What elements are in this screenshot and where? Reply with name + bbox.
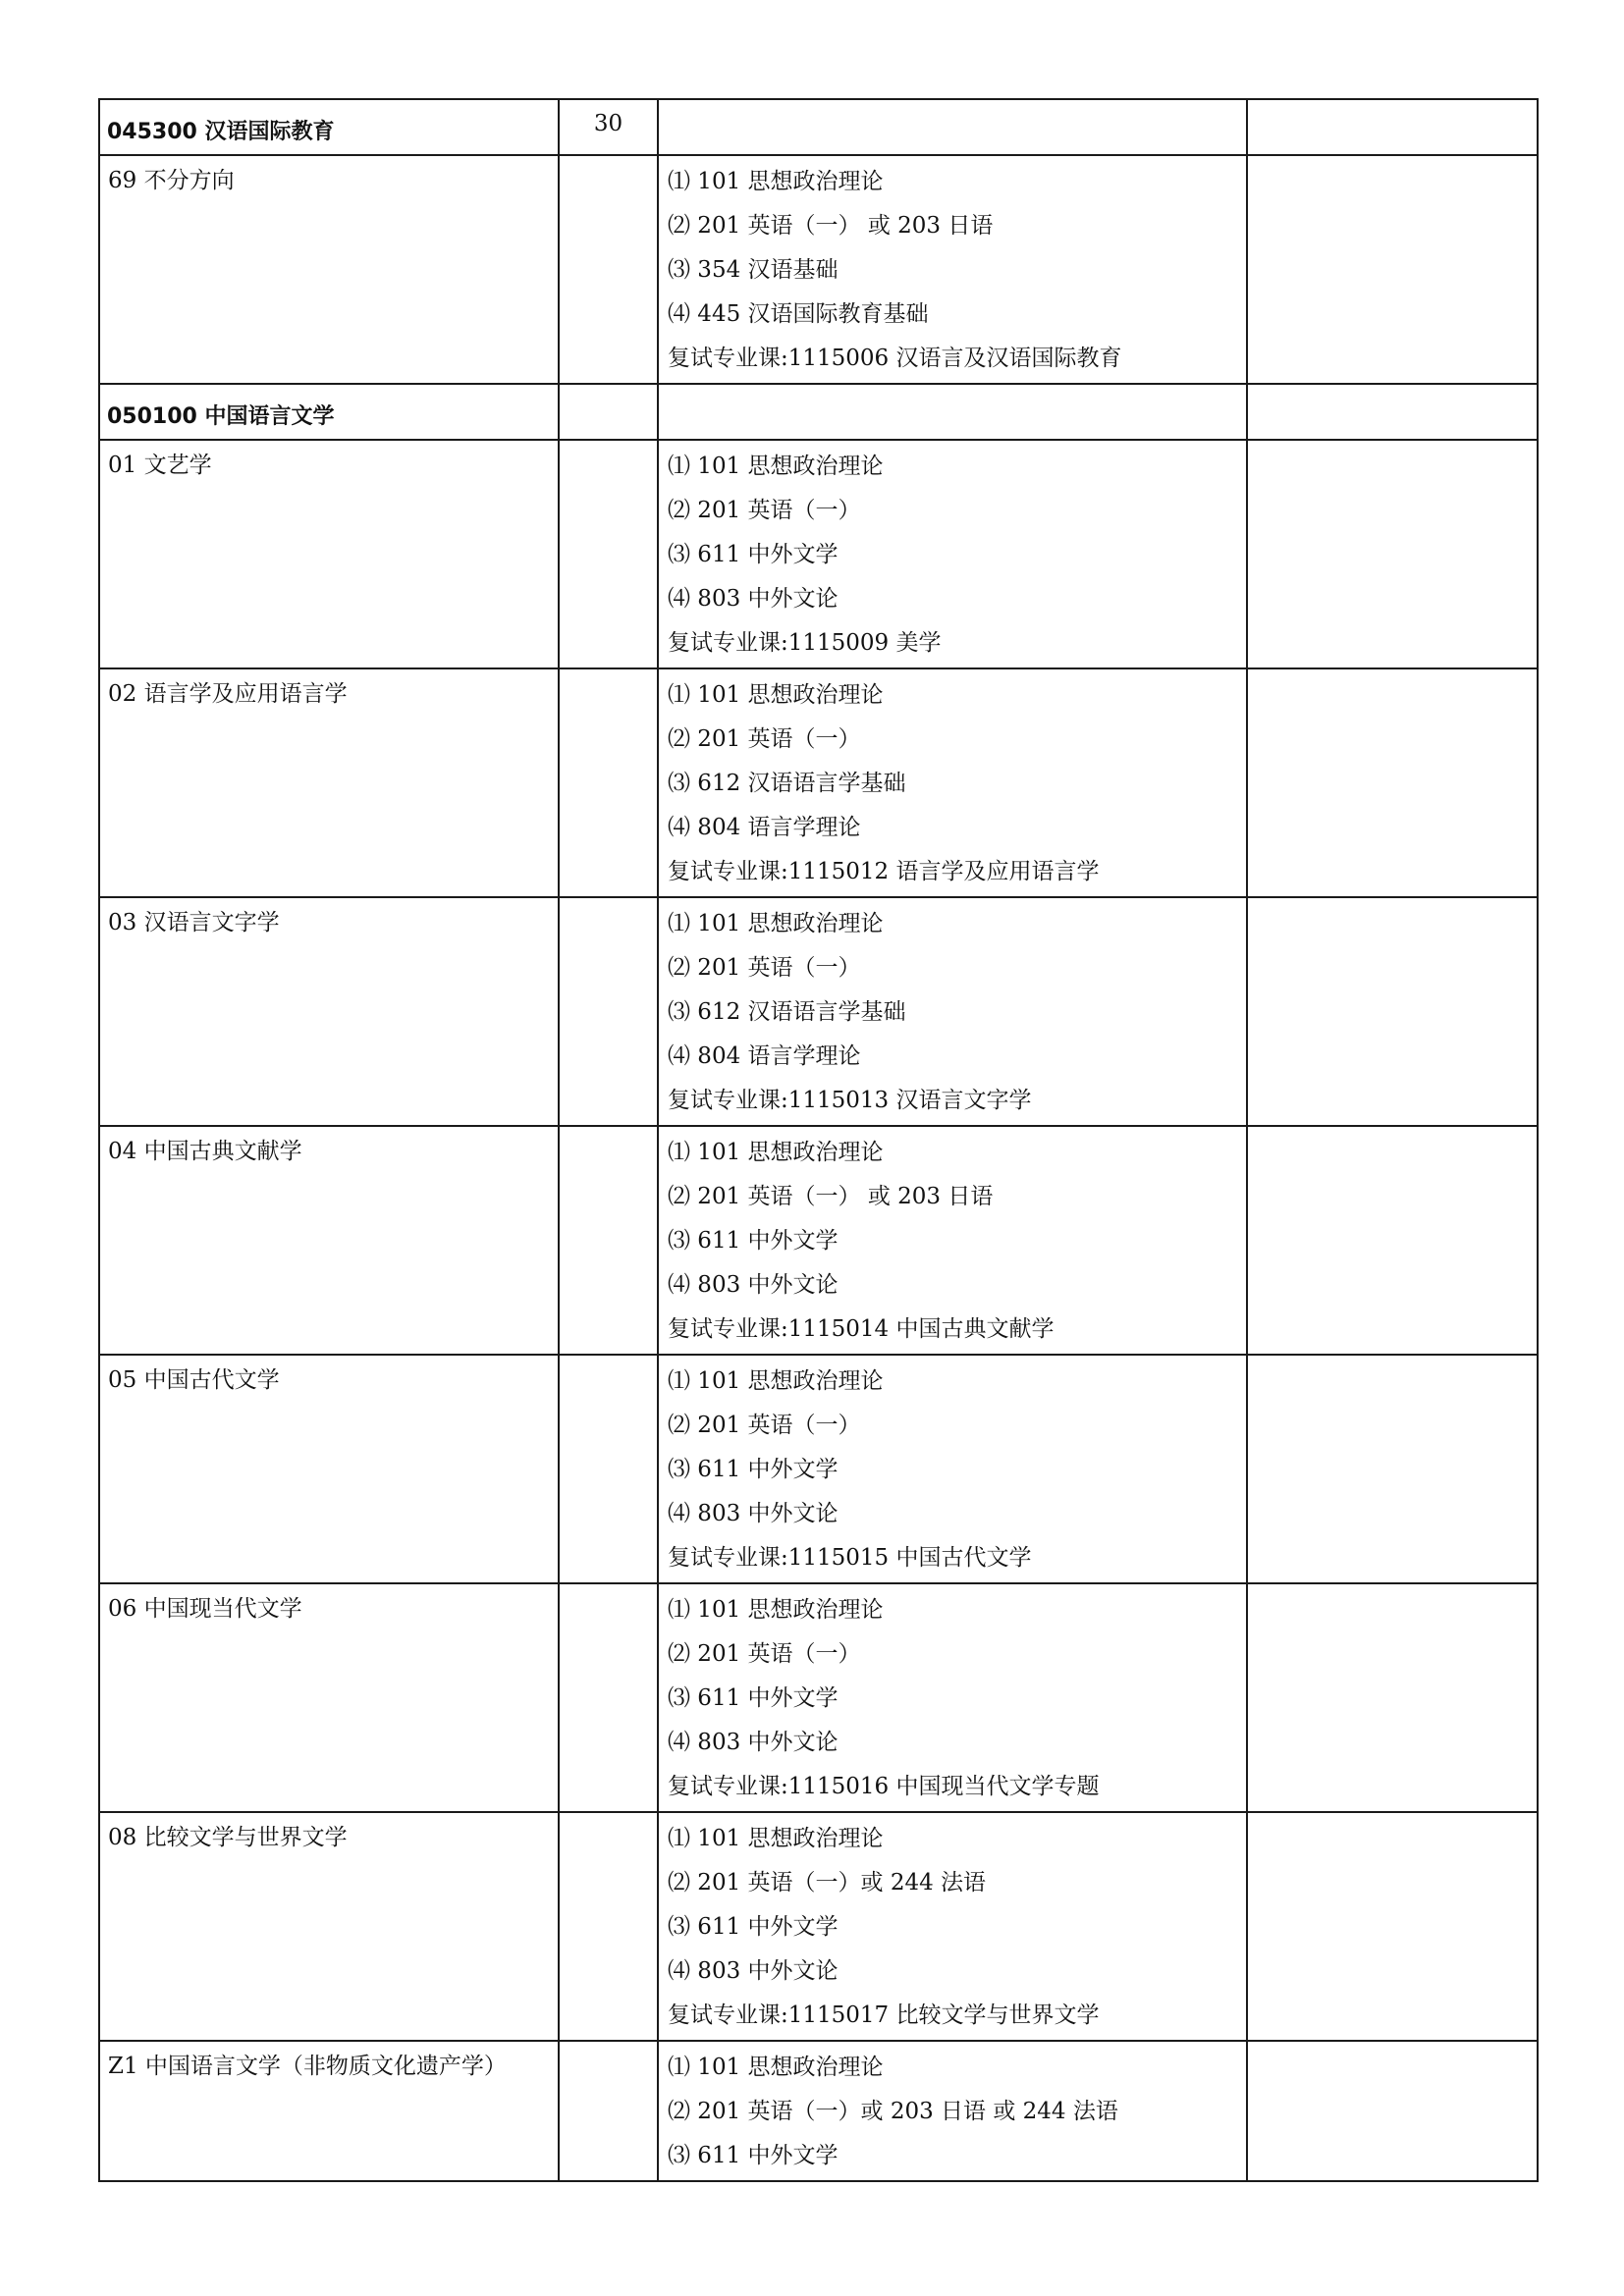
exam-subject-list — [659, 156, 1246, 381]
exam-subject-list — [659, 1127, 1246, 1352]
direction-name: 04 中国古典文献学 — [108, 1139, 302, 1164]
quota-cell — [559, 2041, 658, 2181]
exam-subject-item: ⑵ 201 英语（一） 或 203 日语 — [668, 213, 994, 239]
exam-subject-item: 复试专业课:1115017 比较文学与世界文学 — [668, 2002, 1100, 2028]
quota-cell — [559, 668, 658, 897]
exam-subject-list — [659, 1356, 1246, 1580]
direction-row — [99, 155, 1538, 384]
enrollment-quota: 30 — [593, 111, 623, 136]
quota-cell — [559, 1583, 658, 1812]
exam-subjects-cell — [658, 668, 1247, 897]
direction-name: 03 汉语言文字学 — [108, 910, 280, 935]
exam-subject-list — [659, 669, 1246, 894]
exam-subject-item: ⑶ 611 中外文学 — [668, 1457, 839, 1482]
exam-subject-item: ⑴ 101 思想政治理论 — [668, 682, 884, 708]
exam-subject-item: ⑵ 201 英语（一） — [668, 1641, 861, 1667]
exam-subjects-cell — [658, 99, 1247, 155]
remarks-cell — [1247, 384, 1538, 440]
exam-subject-item: ⑵ 201 英语（一） — [668, 726, 861, 752]
exam-subject-item: 复试专业课:1115006 汉语言及汉语国际教育 — [668, 346, 1122, 371]
exam-subject-item: ⑶ 611 中外文学 — [668, 1685, 839, 1711]
direction-row — [99, 1126, 1538, 1355]
exam-subjects-cell — [658, 897, 1247, 1126]
exam-subjects-cell — [658, 1812, 1247, 2041]
exam-subject-item: ⑵ 201 英语（一）或 203 日语 或 244 法语 — [668, 2099, 1118, 2124]
exam-subject-item: ⑷ 803 中外文论 — [668, 1958, 839, 1984]
exam-subject-item: ⑷ 803 中外文论 — [668, 1272, 839, 1298]
direction-name-cell — [99, 1583, 559, 1812]
exam-subject-list — [659, 1584, 1246, 1809]
exam-subject-list — [659, 898, 1246, 1123]
table-body — [99, 99, 1538, 2181]
exam-subject-item: ⑷ 445 汉语国际教育基础 — [668, 301, 929, 327]
direction-name-cell — [99, 1126, 559, 1355]
remarks-cell — [1247, 99, 1538, 155]
exam-subject-item: ⑶ 611 中外文学 — [668, 1914, 839, 1940]
exam-subject-item: ⑶ 611 中外文学 — [668, 1228, 839, 1254]
exam-subject-list — [659, 2042, 1246, 2178]
direction-name: 08 比较文学与世界文学 — [108, 1825, 348, 1850]
quota-cell — [559, 384, 658, 440]
direction-row — [99, 1812, 1538, 2041]
direction-name: 02 语言学及应用语言学 — [108, 681, 348, 707]
remarks-cell — [1247, 440, 1538, 668]
exam-subject-item: ⑶ 354 汉语基础 — [668, 257, 839, 283]
exam-subject-item: 复试专业课:1115014 中国古典文献学 — [668, 1316, 1055, 1342]
exam-subject-item: ⑴ 101 思想政治理论 — [668, 1140, 884, 1165]
major-row — [99, 384, 1538, 440]
remarks-cell — [1247, 897, 1538, 1126]
direction-name-cell — [99, 1355, 559, 1583]
exam-subject-item: 复试专业课:1115013 汉语言文字学 — [668, 1088, 1032, 1113]
quota-cell — [559, 440, 658, 668]
remarks-cell — [1247, 1126, 1538, 1355]
direction-row — [99, 897, 1538, 1126]
quota-cell — [559, 1355, 658, 1583]
quota-cell — [559, 1812, 658, 2041]
remarks-cell — [1247, 1355, 1538, 1583]
exam-subject-item: ⑷ 804 语言学理论 — [668, 815, 861, 840]
exam-subject-list — [659, 1813, 1246, 2038]
exam-subject-item: ⑴ 101 思想政治理论 — [668, 1597, 884, 1623]
enrollment-quota — [560, 385, 657, 387]
major-name: 045300 汉语国际教育 — [107, 120, 335, 144]
direction-name-cell — [99, 668, 559, 897]
direction-name-cell — [99, 897, 559, 1126]
direction-name: 01 文艺学 — [108, 453, 212, 478]
direction-row — [99, 1583, 1538, 1812]
major-name: 050100 中国语言文学 — [107, 404, 335, 429]
direction-row — [99, 668, 1538, 897]
exam-subject-item: ⑵ 201 英语（一） — [668, 1413, 861, 1438]
direction-name: Z1 中国语言文学（非物质文化遗产学） — [108, 2054, 507, 2079]
exam-subject-item: ⑷ 803 中外文论 — [668, 1730, 839, 1755]
exam-subject-item: ⑴ 101 思想政治理论 — [668, 1368, 884, 1394]
exam-subject-item: ⑶ 612 汉语语言学基础 — [668, 771, 906, 796]
major-name-cell — [99, 99, 559, 155]
quota-cell — [559, 897, 658, 1126]
quota-cell — [559, 155, 658, 384]
exam-subjects-cell — [658, 1126, 1247, 1355]
exam-subject-item: 复试专业课:1115016 中国现当代文学专题 — [668, 1774, 1100, 1799]
exam-subject-item: ⑶ 611 中外文学 — [668, 2143, 839, 2168]
exam-subjects-cell — [658, 1583, 1247, 1812]
exam-subject-item: ⑷ 803 中外文论 — [668, 586, 839, 612]
direction-name: 05 中国古代文学 — [108, 1367, 280, 1393]
direction-row — [99, 1355, 1538, 1583]
exam-subjects-cell — [658, 384, 1247, 440]
direction-name-cell — [99, 1812, 559, 2041]
exam-subjects-cell — [658, 155, 1247, 384]
exam-subject-item: ⑶ 611 中外文学 — [668, 542, 839, 567]
major-row — [99, 99, 1538, 155]
exam-subject-item: ⑶ 612 汉语语言学基础 — [668, 999, 906, 1025]
remarks-cell — [1247, 155, 1538, 384]
admission-catalog-table — [98, 98, 1539, 2182]
exam-subject-item: ⑵ 201 英语（一） — [668, 955, 861, 981]
exam-subject-item: 复试专业课:1115009 美学 — [668, 630, 942, 656]
direction-name-cell — [99, 440, 559, 668]
quota-cell — [559, 99, 658, 155]
direction-name-cell — [99, 2041, 559, 2181]
remarks-cell — [1247, 2041, 1538, 2181]
direction-name-cell — [99, 155, 559, 384]
remarks-cell — [1247, 1812, 1538, 2041]
remarks-cell — [1247, 1583, 1538, 1812]
exam-subject-item: ⑴ 101 思想政治理论 — [668, 169, 884, 194]
direction-name: 69 不分方向 — [108, 168, 235, 193]
exam-subject-item: ⑴ 101 思想政治理论 — [668, 1826, 884, 1851]
exam-subject-item: ⑷ 804 语言学理论 — [668, 1043, 861, 1069]
exam-subject-item: ⑴ 101 思想政治理论 — [668, 454, 884, 479]
quota-cell — [559, 1126, 658, 1355]
exam-subject-list — [659, 441, 1246, 666]
direction-row — [99, 2041, 1538, 2181]
exam-subject-item: ⑵ 201 英语（一） 或 203 日语 — [668, 1184, 994, 1209]
direction-row — [99, 440, 1538, 668]
exam-subject-item: ⑵ 201 英语（一）或 244 法语 — [668, 1870, 987, 1896]
exam-subject-item: ⑴ 101 思想政治理论 — [668, 2055, 884, 2080]
exam-subject-item: ⑵ 201 英语（一） — [668, 498, 861, 523]
exam-subject-item: 复试专业课:1115015 中国古代文学 — [668, 1545, 1032, 1571]
exam-subjects-cell — [658, 2041, 1247, 2181]
major-name-cell — [99, 384, 559, 440]
direction-name: 06 中国现当代文学 — [108, 1596, 302, 1622]
exam-subject-item: ⑴ 101 思想政治理论 — [668, 911, 884, 936]
exam-subjects-cell — [658, 1355, 1247, 1583]
exam-subject-item: ⑷ 803 中外文论 — [668, 1501, 839, 1526]
exam-subjects-cell — [658, 440, 1247, 668]
exam-subject-item: 复试专业课:1115012 语言学及应用语言学 — [668, 859, 1100, 884]
remarks-cell — [1247, 668, 1538, 897]
